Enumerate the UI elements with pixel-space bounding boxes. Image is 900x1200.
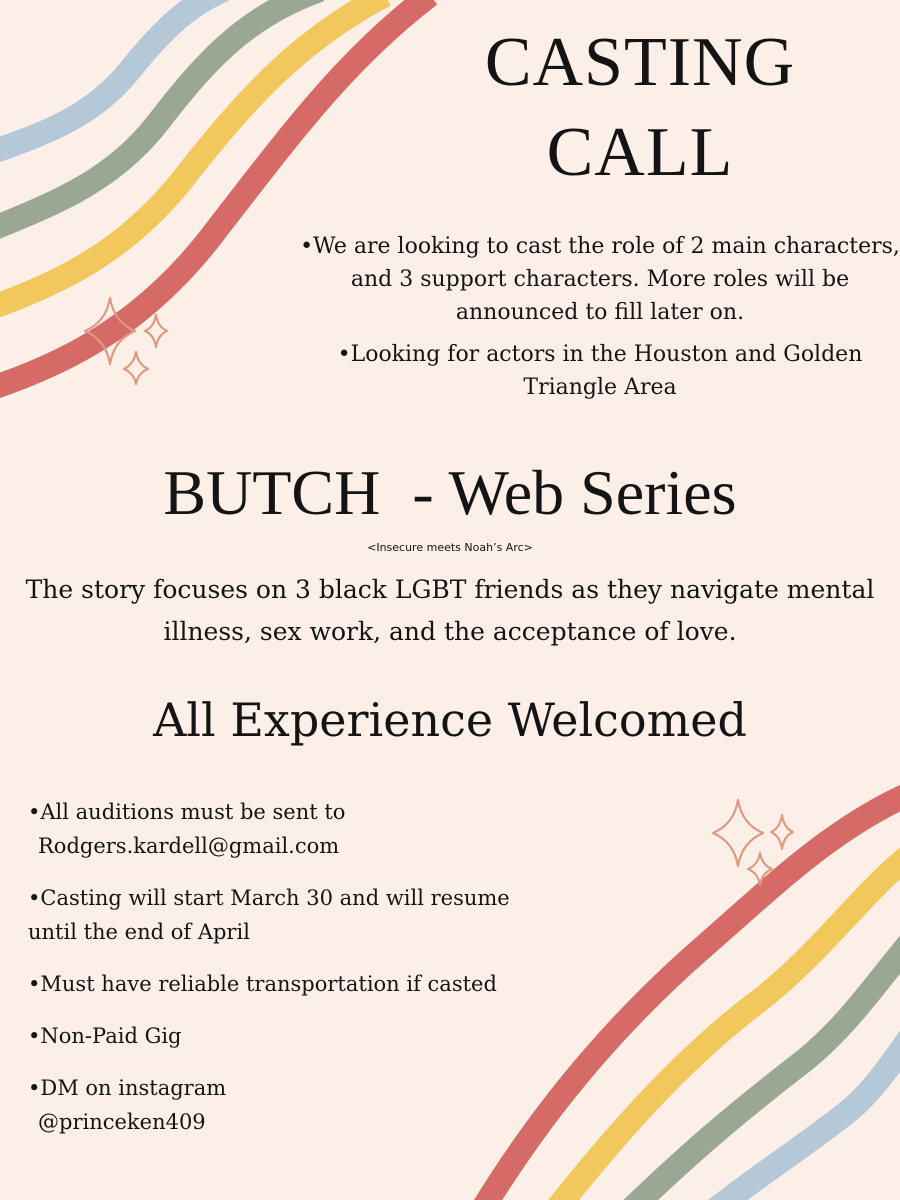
detail-casting-line2: until the end of April: [28, 920, 250, 944]
detail-transportation-line1: •Must have reliable transportation if casted: [28, 972, 497, 996]
detail-casting-line1: •Casting will start March 30 and will resume: [28, 886, 510, 910]
series-title: BUTCH - Web Series: [163, 457, 737, 528]
sparkle-icon: [145, 315, 167, 347]
detail-auditions-line1: •All auditions must be sent to: [28, 800, 346, 824]
story-description: The story focuses on 3 black LGBT friends as they navigate mental illness, sex work, and the acceptance of love.: [25, 575, 875, 646]
sparkle-icon: [124, 352, 148, 384]
experience-heading: All Experience Welcomed: [153, 693, 747, 747]
detail-pay: [28, 1019, 588, 1053]
detail-pay-line1: •Non-Paid Gig: [28, 1024, 182, 1048]
detail-instagram: [28, 1071, 588, 1139]
detail-auditions: [28, 795, 588, 863]
series-tagline: <Insecure meets Noah’s Arc>: [367, 541, 533, 554]
detail-instagram-line1: •DM on instagram: [28, 1076, 227, 1100]
sparkle-icon: [771, 815, 793, 849]
title-line-1: CASTING: [484, 24, 796, 101]
intro-location: •Looking for actors in the Houston and Golden Triangle Area: [337, 342, 863, 400]
intro-section: [300, 230, 900, 413]
instagram-handle[interactable]: @princeken409: [38, 1110, 206, 1134]
wave-stripe-green: [610, 915, 900, 1200]
intro-roles: •We are looking to cast the role of 2 main characters, and 3 support characters. More roles will be announced to fill later on.: [300, 234, 900, 325]
details-list: [28, 795, 588, 1157]
detail-casting-dates: [28, 881, 588, 949]
sparkle-icon: [713, 800, 763, 866]
contact-email[interactable]: Rodgers.kardell@gmail.com: [38, 834, 340, 858]
page-title: [440, 18, 840, 198]
detail-transportation: [28, 967, 588, 1001]
title-line-2: CALL: [546, 114, 734, 191]
